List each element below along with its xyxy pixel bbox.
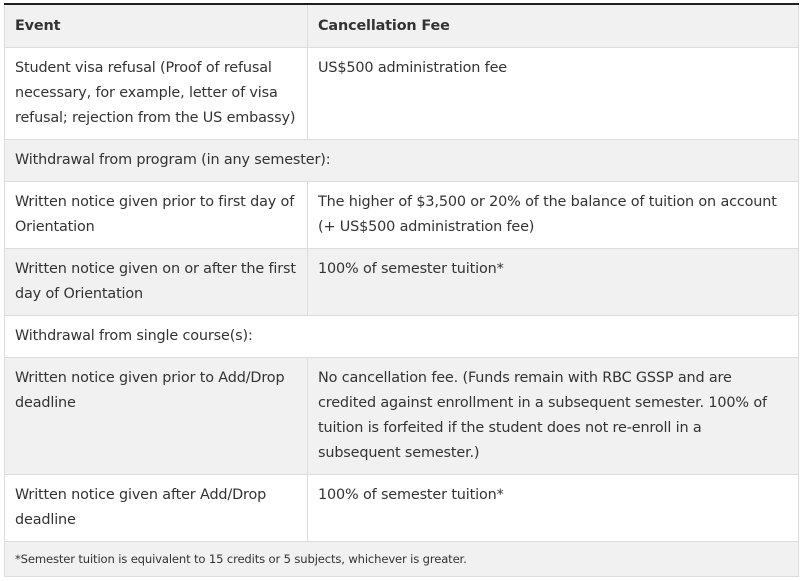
- table-row: [5, 249, 799, 316]
- section-row: [5, 140, 799, 182]
- cancellation-fee-table: [4, 3, 799, 577]
- event-cell: Written notice given prior to Add/Drop deadline: [5, 358, 308, 475]
- section-label: Withdrawal from single course(s):: [5, 316, 799, 358]
- section-label: Withdrawal from program (in any semester):: [5, 140, 799, 182]
- section-row: [5, 316, 799, 358]
- column-header-event: Event: [5, 4, 308, 48]
- event-cell: Written notice given after Add/Drop deadline: [5, 475, 308, 542]
- event-cell: Student visa refusal (Proof of refusal necessary, for example, letter of visa refusal; rejection from the US embassy): [5, 48, 308, 140]
- footnote: *Semester tuition is equivalent to 15 credits or 5 subjects, whichever is greater.: [5, 542, 799, 577]
- fee-cell: 100% of semester tuition*: [308, 475, 799, 542]
- fee-cell: The higher of $3,500 or 20% of the balance of tuition on account (+ US$500 administration fee): [308, 182, 799, 249]
- cancellation-fee-table-container: [4, 3, 798, 577]
- table-row: [5, 182, 799, 249]
- footnote-row: [5, 542, 799, 577]
- table-row: [5, 48, 799, 140]
- event-cell: Written notice given prior to first day of Orientation: [5, 182, 308, 249]
- event-cell: Written notice given on or after the first day of Orientation: [5, 249, 308, 316]
- fee-cell: US$500 administration fee: [308, 48, 799, 140]
- table-row: [5, 475, 799, 542]
- fee-cell: No cancellation fee. (Funds remain with RBC GSSP and are credited against enrollment in a subsequent semester. 100% of tuition is forfeited if the student does not re-enroll in a subsequent semester.): [308, 358, 799, 475]
- table-row: [5, 358, 799, 475]
- table-header-row: [5, 4, 799, 48]
- column-header-cancellation-fee: Cancellation Fee: [308, 4, 799, 48]
- fee-cell: 100% of semester tuition*: [308, 249, 799, 316]
